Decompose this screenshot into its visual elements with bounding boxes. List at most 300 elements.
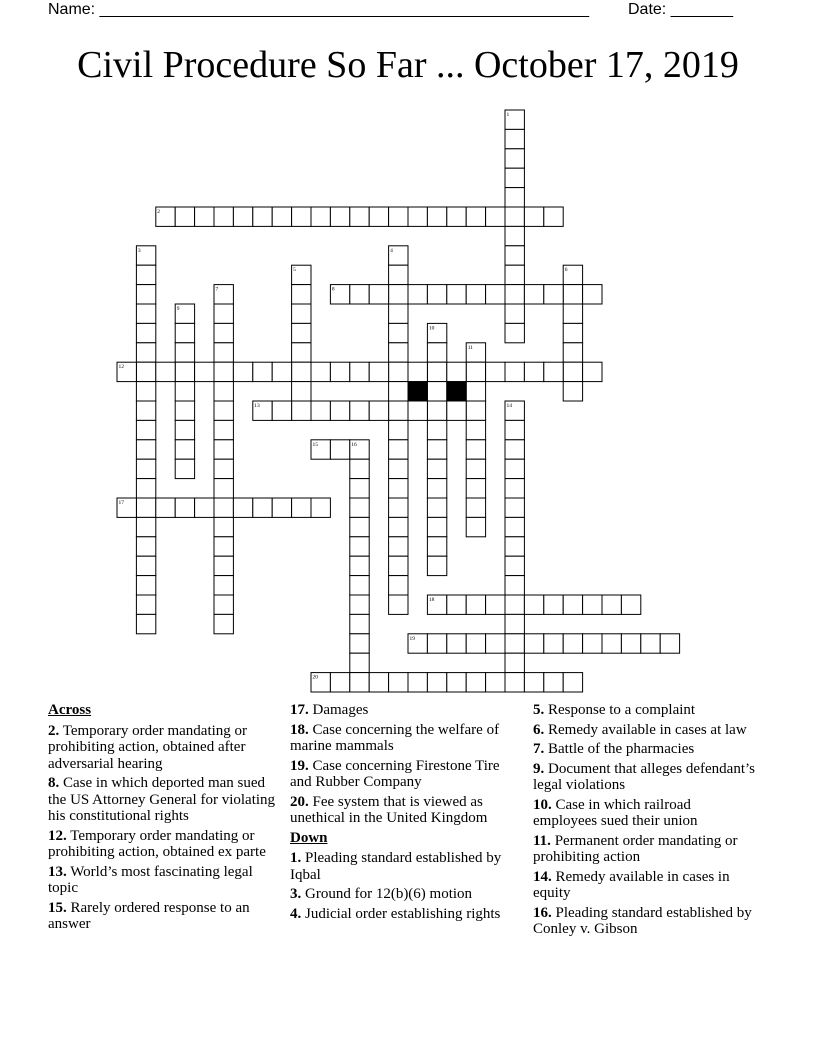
crossword-cell[interactable] bbox=[408, 401, 427, 420]
crossword-cell[interactable] bbox=[350, 459, 369, 478]
crossword-cell[interactable] bbox=[350, 207, 369, 226]
crossword-cell[interactable] bbox=[466, 382, 485, 401]
crossword-cell[interactable] bbox=[330, 362, 349, 381]
crossword-cell[interactable] bbox=[544, 285, 563, 304]
crossword-cell[interactable] bbox=[505, 226, 524, 245]
crossword-cell[interactable] bbox=[214, 595, 233, 614]
crossword-cell[interactable] bbox=[292, 323, 311, 342]
crossword-cell[interactable] bbox=[136, 614, 155, 633]
crossword-cell[interactable] bbox=[350, 653, 369, 672]
crossword-cell[interactable] bbox=[389, 362, 408, 381]
crossword-cell[interactable] bbox=[524, 673, 543, 692]
crossword-cell[interactable] bbox=[117, 498, 136, 517]
crossword-cell[interactable] bbox=[350, 479, 369, 498]
crossword-cell[interactable] bbox=[486, 285, 505, 304]
crossword-cell[interactable] bbox=[350, 595, 369, 614]
clue-number-label: 6 bbox=[564, 267, 568, 274]
crossword-cell[interactable] bbox=[505, 459, 524, 478]
crossword-cell[interactable] bbox=[350, 498, 369, 517]
crossword-cell[interactable] bbox=[214, 479, 233, 498]
clue-number: 16. bbox=[533, 904, 552, 921]
crossword-cell[interactable] bbox=[350, 556, 369, 575]
crossword-cell[interactable] bbox=[175, 420, 194, 439]
crossword-cell[interactable] bbox=[195, 207, 214, 226]
crossword-cell[interactable] bbox=[136, 246, 155, 265]
crossword-cell[interactable] bbox=[486, 634, 505, 653]
crossword-cell[interactable] bbox=[311, 362, 330, 381]
crossword-cell[interactable] bbox=[292, 362, 311, 381]
crossword-cell[interactable] bbox=[136, 537, 155, 556]
crossword-cell[interactable] bbox=[369, 362, 388, 381]
clue-number-label: 17 bbox=[118, 500, 124, 506]
crossword-cell[interactable] bbox=[175, 207, 194, 226]
crossword-cell[interactable] bbox=[136, 479, 155, 498]
crossword-cell[interactable] bbox=[253, 498, 272, 517]
crossword-cell[interactable] bbox=[214, 556, 233, 575]
crossword-cell[interactable] bbox=[292, 382, 311, 401]
clue-item bbox=[290, 850, 522, 883]
crossword-cell[interactable] bbox=[214, 207, 233, 226]
clues-column-3 bbox=[533, 702, 758, 941]
crossword-cell[interactable] bbox=[466, 207, 485, 226]
crossword-cell[interactable] bbox=[214, 576, 233, 595]
crossword-cell[interactable] bbox=[136, 362, 155, 381]
crossword-cell[interactable] bbox=[427, 420, 446, 439]
crossword-cell[interactable] bbox=[447, 285, 466, 304]
crossword-cell[interactable] bbox=[544, 362, 563, 381]
crossword-cell[interactable] bbox=[136, 304, 155, 323]
crossword-cell[interactable] bbox=[136, 498, 155, 517]
crossword-cell[interactable] bbox=[427, 517, 446, 536]
crossword-cell[interactable] bbox=[505, 188, 524, 207]
crossword-cell[interactable] bbox=[175, 343, 194, 362]
crossword-cell[interactable] bbox=[505, 576, 524, 595]
crossword-cell[interactable] bbox=[369, 673, 388, 692]
clue-item bbox=[290, 794, 522, 827]
clue-number-label: 13 bbox=[254, 403, 260, 409]
clue-item bbox=[48, 828, 280, 861]
crossword-cell[interactable] bbox=[427, 382, 446, 401]
crossword-cell[interactable] bbox=[350, 401, 369, 420]
crossword-cell[interactable] bbox=[311, 401, 330, 420]
crossword-cell[interactable] bbox=[330, 440, 349, 459]
clue-number: 18. bbox=[290, 721, 309, 738]
crossword-cell[interactable] bbox=[486, 673, 505, 692]
clue-text: Case concerning the welfare of marine mammals bbox=[290, 721, 500, 754]
crossword-cell[interactable] bbox=[214, 382, 233, 401]
crossword-cell[interactable] bbox=[214, 459, 233, 478]
crossword-cell[interactable] bbox=[486, 362, 505, 381]
crossword-cell[interactable] bbox=[156, 498, 175, 517]
crossword-cell[interactable] bbox=[253, 207, 272, 226]
crossword-cell[interactable] bbox=[214, 304, 233, 323]
down-heading: Down bbox=[290, 829, 328, 846]
crossword-cell[interactable] bbox=[311, 440, 330, 459]
crossword-cell[interactable] bbox=[427, 362, 446, 381]
crossword-cell[interactable] bbox=[136, 343, 155, 362]
crossword-cell[interactable] bbox=[214, 285, 233, 304]
crossword-cell[interactable] bbox=[544, 673, 563, 692]
crossword-cell[interactable] bbox=[505, 517, 524, 536]
crossword-cell[interactable] bbox=[427, 634, 446, 653]
clue-number-label: 1 bbox=[506, 112, 510, 118]
crossword-cell[interactable] bbox=[427, 207, 446, 226]
crossword-cell[interactable] bbox=[214, 537, 233, 556]
crossword-cell[interactable] bbox=[214, 614, 233, 633]
clue-number: 11. bbox=[533, 832, 551, 849]
crossword-cell[interactable] bbox=[563, 634, 582, 653]
crossword-cell[interactable] bbox=[563, 343, 582, 362]
crossword-cell[interactable] bbox=[136, 382, 155, 401]
crossword-cell[interactable] bbox=[389, 556, 408, 575]
crossword-cell[interactable] bbox=[136, 576, 155, 595]
crossword-cell[interactable] bbox=[350, 537, 369, 556]
crossword-cell[interactable] bbox=[524, 595, 543, 614]
clue-number: 19. bbox=[290, 757, 309, 774]
crossword-cell[interactable] bbox=[175, 440, 194, 459]
crossword-cell[interactable] bbox=[350, 440, 369, 459]
name-field[interactable]: Name: _______________________________________________________ bbox=[48, 1, 589, 18]
crossword-cell[interactable] bbox=[292, 498, 311, 517]
crossword-cell[interactable] bbox=[524, 362, 543, 381]
crossword-cell[interactable] bbox=[292, 265, 311, 284]
clue-number: 6. bbox=[533, 721, 545, 738]
clue-text: Case in which railroad employees sued their union bbox=[533, 796, 698, 829]
crossword-cell[interactable] bbox=[486, 595, 505, 614]
crossword-cell[interactable] bbox=[408, 362, 427, 381]
clue-text: World’s most fascinating legal topic bbox=[48, 863, 253, 896]
crossword-cell[interactable] bbox=[466, 420, 485, 439]
crossword-cell[interactable] bbox=[505, 285, 524, 304]
clue-number: 20. bbox=[290, 793, 309, 810]
crossword-cell[interactable] bbox=[195, 362, 214, 381]
crossword-cell[interactable] bbox=[389, 459, 408, 478]
crossword-cell[interactable] bbox=[350, 517, 369, 536]
crossword-cell[interactable] bbox=[602, 634, 621, 653]
crossword-cell[interactable] bbox=[389, 323, 408, 342]
crossword-cell[interactable] bbox=[602, 595, 621, 614]
crossword-cell[interactable] bbox=[330, 401, 349, 420]
clue-number: 17. bbox=[290, 702, 309, 718]
page-title: Civil Procedure So Far ... October 17, 2019 bbox=[77, 44, 739, 86]
clue-number: 14. bbox=[533, 868, 552, 885]
crossword-cell[interactable] bbox=[563, 362, 582, 381]
clue-number-label: 20 bbox=[312, 674, 318, 681]
crossword-cell[interactable] bbox=[505, 149, 524, 168]
crossword-cell[interactable] bbox=[505, 129, 524, 148]
crossword-cell[interactable] bbox=[136, 556, 155, 575]
crossword-cell[interactable] bbox=[389, 595, 408, 614]
crossword-cell[interactable] bbox=[389, 382, 408, 401]
crossword-cell[interactable] bbox=[505, 401, 524, 420]
crossword-cell[interactable] bbox=[136, 265, 155, 284]
crossword-cell[interactable] bbox=[350, 576, 369, 595]
crossword-cell[interactable] bbox=[214, 517, 233, 536]
crossword-cell[interactable] bbox=[136, 459, 155, 478]
crossword-cell[interactable] bbox=[330, 207, 349, 226]
crossword-cell[interactable] bbox=[563, 595, 582, 614]
crossword-cell[interactable] bbox=[583, 285, 602, 304]
crossword-cell[interactable] bbox=[253, 401, 272, 420]
crossword-cell[interactable] bbox=[389, 304, 408, 323]
crossword-cell[interactable] bbox=[136, 401, 155, 420]
crossword-cell[interactable] bbox=[311, 673, 330, 692]
clue-number: 8. bbox=[48, 775, 60, 791]
crossword-cell[interactable] bbox=[505, 556, 524, 575]
crossword-cell[interactable] bbox=[233, 207, 252, 226]
crossword-cell[interactable] bbox=[447, 673, 466, 692]
crossword-cell[interactable] bbox=[427, 459, 446, 478]
crossword-cell[interactable] bbox=[369, 285, 388, 304]
crossword-cell[interactable] bbox=[466, 401, 485, 420]
crossword-cell[interactable] bbox=[427, 401, 446, 420]
clue-number: 3. bbox=[290, 886, 302, 902]
crossword-cell[interactable] bbox=[505, 323, 524, 342]
crossword-cell[interactable] bbox=[330, 285, 349, 304]
crossword-cell[interactable] bbox=[466, 673, 485, 692]
crossword-cell[interactable] bbox=[156, 362, 175, 381]
crossword-cell[interactable] bbox=[272, 498, 291, 517]
crossword-cell[interactable] bbox=[292, 207, 311, 226]
crossword-cell[interactable] bbox=[505, 168, 524, 187]
crossword-cell[interactable] bbox=[175, 459, 194, 478]
crossword-cell[interactable] bbox=[427, 479, 446, 498]
crossword-cell[interactable] bbox=[466, 517, 485, 536]
crossword-cell[interactable] bbox=[369, 401, 388, 420]
crossword-cell[interactable] bbox=[350, 285, 369, 304]
crossword-cell[interactable] bbox=[660, 634, 679, 653]
clue-item bbox=[48, 775, 280, 825]
crossword-cell[interactable] bbox=[563, 304, 582, 323]
crossword-cell[interactable] bbox=[583, 362, 602, 381]
crossword-cell[interactable] bbox=[427, 343, 446, 362]
clue-text: Response to a complaint bbox=[544, 702, 696, 718]
crossword-cell[interactable] bbox=[350, 614, 369, 633]
crossword-cell[interactable] bbox=[447, 401, 466, 420]
crossword-cell[interactable] bbox=[389, 576, 408, 595]
crossword-cell[interactable] bbox=[389, 246, 408, 265]
crossword-cell[interactable] bbox=[292, 304, 311, 323]
crossword-cell[interactable] bbox=[389, 440, 408, 459]
crossword-cell[interactable] bbox=[427, 673, 446, 692]
crossword-cell[interactable] bbox=[427, 537, 446, 556]
crossword-cell[interactable] bbox=[524, 207, 543, 226]
crossword-cell[interactable] bbox=[389, 517, 408, 536]
crossword-cell[interactable] bbox=[466, 343, 485, 362]
crossword-cell[interactable] bbox=[311, 207, 330, 226]
crossword-cell[interactable] bbox=[505, 246, 524, 265]
crossword-cell[interactable] bbox=[466, 440, 485, 459]
crossword-cell[interactable] bbox=[136, 517, 155, 536]
crossword-cell[interactable] bbox=[136, 440, 155, 459]
crossword-cell[interactable] bbox=[136, 420, 155, 439]
crossword-cell[interactable] bbox=[156, 207, 175, 226]
crossword-cell[interactable] bbox=[505, 498, 524, 517]
crossword-cell[interactable] bbox=[408, 285, 427, 304]
crossword-cell[interactable] bbox=[505, 110, 524, 129]
clue-number-label: 10 bbox=[428, 325, 435, 332]
crossword-cell[interactable] bbox=[427, 498, 446, 517]
clue-text: Case concerning Firestone Tire and Rubber Company bbox=[290, 757, 500, 790]
crossword-cell[interactable] bbox=[563, 673, 582, 692]
crossword-cell[interactable] bbox=[466, 479, 485, 498]
crossword-cell[interactable] bbox=[583, 595, 602, 614]
crossword-cell[interactable] bbox=[389, 479, 408, 498]
crossword-cell[interactable] bbox=[136, 595, 155, 614]
crossword-cell[interactable] bbox=[505, 479, 524, 498]
crossword-cell[interactable] bbox=[505, 595, 524, 614]
crossword-cell[interactable] bbox=[505, 420, 524, 439]
black-cell bbox=[447, 382, 466, 401]
crossword-cell[interactable] bbox=[563, 285, 582, 304]
crossword-cell[interactable] bbox=[486, 207, 505, 226]
crossword-cell[interactable] bbox=[505, 673, 524, 692]
date-field[interactable]: Date: _______ bbox=[628, 1, 733, 18]
clue-text: Remedy available in cases at law bbox=[544, 721, 747, 738]
crossword-cell[interactable] bbox=[466, 595, 485, 614]
crossword-cell[interactable] bbox=[389, 285, 408, 304]
crossword-cell[interactable] bbox=[524, 634, 543, 653]
crossword-cell[interactable] bbox=[389, 343, 408, 362]
crossword-cell[interactable] bbox=[505, 207, 524, 226]
crossword-cell[interactable] bbox=[117, 362, 136, 381]
crossword-cell[interactable] bbox=[505, 304, 524, 323]
crossword-cell[interactable] bbox=[214, 343, 233, 362]
crossword-cell[interactable] bbox=[311, 498, 330, 517]
crossword-cell[interactable] bbox=[272, 362, 291, 381]
crossword-cell[interactable] bbox=[447, 207, 466, 226]
clue-text: Pleading standard established by Conley v. Gibson bbox=[533, 904, 752, 937]
crossword-cell[interactable] bbox=[292, 343, 311, 362]
crossword-cell[interactable] bbox=[563, 323, 582, 342]
clue-number: 13. bbox=[48, 863, 67, 880]
clue-text: Judicial order establishing rights bbox=[301, 905, 501, 922]
crossword-cell[interactable] bbox=[427, 556, 446, 575]
crossword-cell[interactable] bbox=[389, 207, 408, 226]
crossword-cell[interactable] bbox=[195, 498, 214, 517]
clues-column-2 bbox=[290, 702, 522, 925]
crossword-cell[interactable] bbox=[544, 207, 563, 226]
crossword-cell[interactable] bbox=[330, 673, 349, 692]
clue-text: Document that alleges defendant’s legal violations bbox=[533, 760, 756, 793]
crossword-cell[interactable] bbox=[466, 285, 485, 304]
clue-item bbox=[533, 761, 758, 794]
crossword-cell[interactable] bbox=[272, 207, 291, 226]
crossword-cell[interactable] bbox=[292, 401, 311, 420]
crossword-cell[interactable] bbox=[350, 673, 369, 692]
clue-number-label: 2 bbox=[157, 209, 161, 215]
clue-number: 15. bbox=[48, 899, 67, 916]
clue-number-label: 11 bbox=[467, 344, 473, 351]
clue-item bbox=[290, 886, 522, 903]
clue-item bbox=[533, 833, 758, 866]
crossword-cell[interactable] bbox=[175, 362, 194, 381]
crossword-cell[interactable] bbox=[175, 401, 194, 420]
crossword-cell[interactable] bbox=[214, 401, 233, 420]
crossword-cell[interactable] bbox=[466, 634, 485, 653]
crossword-cell[interactable] bbox=[136, 323, 155, 342]
crossword-cell[interactable] bbox=[408, 673, 427, 692]
clue-item bbox=[533, 797, 758, 830]
crossword-cell[interactable] bbox=[505, 653, 524, 672]
crossword-cell[interactable] bbox=[427, 595, 446, 614]
crossword-cell[interactable] bbox=[272, 401, 291, 420]
clue-text: Permanent order mandating or prohibiting action bbox=[533, 832, 738, 865]
crossword-cell[interactable] bbox=[292, 285, 311, 304]
crossword-cell[interactable] bbox=[466, 362, 485, 381]
crossword-cell[interactable] bbox=[369, 207, 388, 226]
crossword-cell[interactable] bbox=[505, 634, 524, 653]
crossword-cell[interactable] bbox=[505, 440, 524, 459]
crossword-cell[interactable] bbox=[447, 595, 466, 614]
crossword-cell[interactable] bbox=[233, 362, 252, 381]
crossword-cell[interactable] bbox=[389, 537, 408, 556]
crossword-cell[interactable] bbox=[389, 401, 408, 420]
clue-item bbox=[533, 905, 758, 938]
clue-number: 10. bbox=[533, 796, 552, 813]
crossword-cell[interactable] bbox=[447, 634, 466, 653]
crossword-cell[interactable] bbox=[563, 382, 582, 401]
crossword-cell[interactable] bbox=[447, 362, 466, 381]
crossword-cell[interactable] bbox=[641, 634, 660, 653]
crossword-cell[interactable] bbox=[427, 323, 446, 342]
crossword-cell[interactable] bbox=[389, 673, 408, 692]
crossword-cell[interactable] bbox=[350, 634, 369, 653]
crossword-cell[interactable] bbox=[621, 595, 640, 614]
clue-item bbox=[533, 702, 758, 719]
crossword-cell[interactable] bbox=[583, 634, 602, 653]
crossword-cell[interactable] bbox=[524, 285, 543, 304]
crossword-cell[interactable] bbox=[505, 265, 524, 284]
crossword-cell[interactable] bbox=[427, 440, 446, 459]
crossword-cell[interactable] bbox=[505, 362, 524, 381]
crossword-cell[interactable] bbox=[136, 285, 155, 304]
clue-text: Temporary order mandating or prohibiting action, obtained ex parte bbox=[48, 827, 266, 860]
clue-number: 2. bbox=[48, 722, 60, 739]
crossword-cell[interactable] bbox=[408, 634, 427, 653]
crossword-cell[interactable] bbox=[621, 634, 640, 653]
crossword-cell[interactable] bbox=[175, 304, 194, 323]
worksheet-header bbox=[48, 0, 748, 20]
clue-number: 9. bbox=[533, 760, 545, 777]
crossword-cell[interactable] bbox=[233, 498, 252, 517]
clue-item bbox=[533, 722, 758, 739]
crossword-cell[interactable] bbox=[544, 634, 563, 653]
crossword-cell[interactable] bbox=[544, 595, 563, 614]
crossword-cell[interactable] bbox=[389, 265, 408, 284]
crossword-cell[interactable] bbox=[563, 265, 582, 284]
crossword-cell[interactable] bbox=[253, 362, 272, 381]
crossword-cell[interactable] bbox=[214, 362, 233, 381]
crossword-cell[interactable] bbox=[389, 498, 408, 517]
clue-text: Pleading standard established by Iqbal bbox=[290, 850, 502, 883]
crossword-cell[interactable] bbox=[350, 362, 369, 381]
crossword-cell[interactable] bbox=[466, 459, 485, 478]
crossword-cell[interactable] bbox=[214, 440, 233, 459]
crossword-cell[interactable] bbox=[214, 323, 233, 342]
crossword-cell[interactable] bbox=[427, 285, 446, 304]
crossword-cell[interactable] bbox=[214, 420, 233, 439]
crossword-cell[interactable] bbox=[505, 614, 524, 633]
crossword-cell[interactable] bbox=[175, 382, 194, 401]
crossword-cell[interactable] bbox=[505, 537, 524, 556]
crossword-cell[interactable] bbox=[175, 323, 194, 342]
crossword-cell[interactable] bbox=[214, 498, 233, 517]
crossword-cell[interactable] bbox=[466, 498, 485, 517]
crossword-cell[interactable] bbox=[408, 207, 427, 226]
crossword-cell[interactable] bbox=[175, 498, 194, 517]
crossword-cell[interactable] bbox=[389, 420, 408, 439]
